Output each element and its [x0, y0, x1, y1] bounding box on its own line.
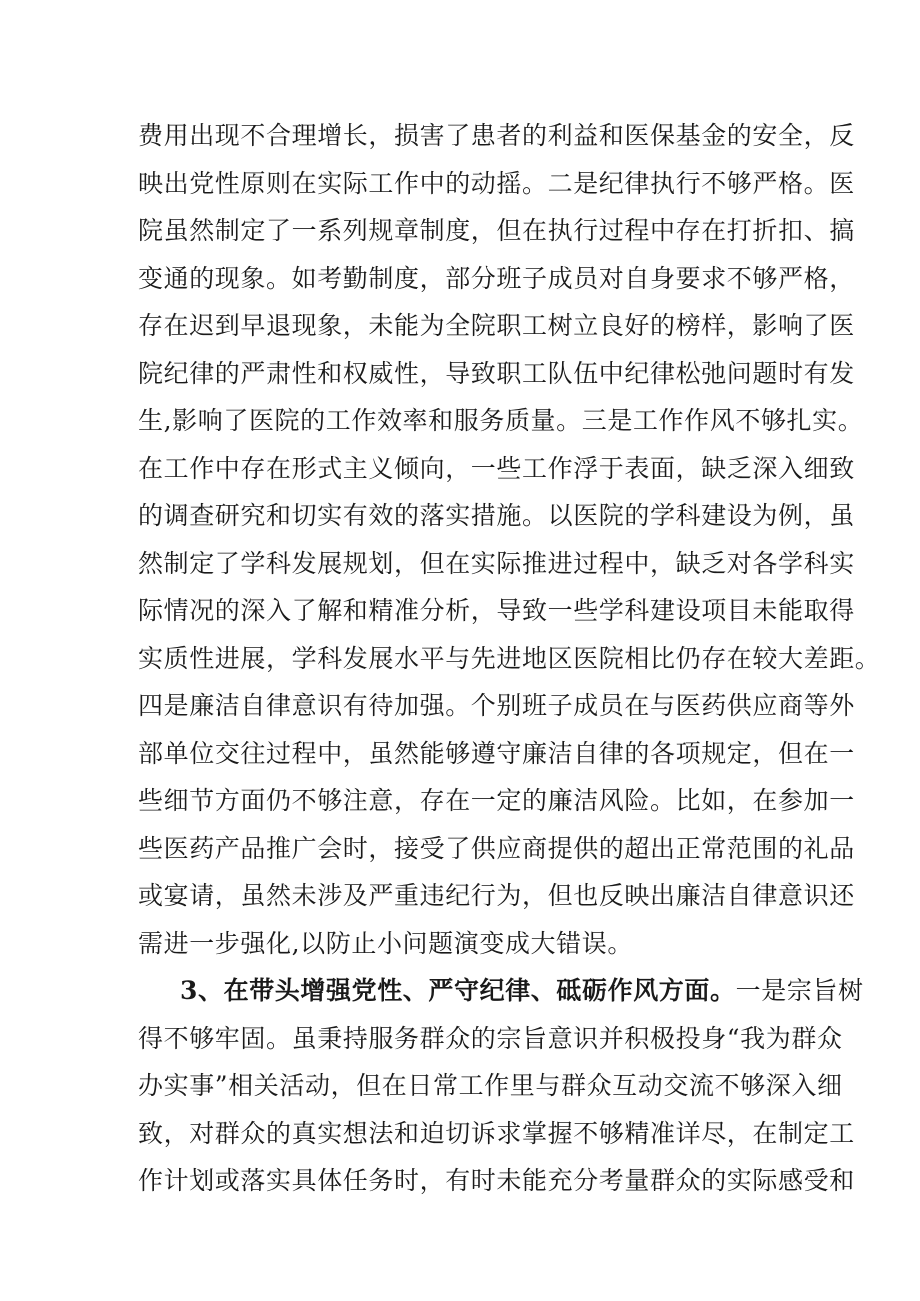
text-line: 际情况的深入了解和精准分析，导致一些学科建设项目未能取得	[138, 596, 855, 625]
section-3-first-line-text: 一是宗旨树	[735, 976, 864, 1005]
text-line: 或宴请，虽然未涉及严重违纪行为，但也反映出廉洁自律意识还	[138, 881, 855, 910]
text-line: 映出党性原则在实际工作中的动摇。二是纪律执行不够严格。医	[138, 168, 855, 198]
text-line: 得不够牢固。虽秉持服务群众的宗旨意识并积极投身“我为群众	[138, 1023, 843, 1053]
document-body	[138, 112, 881, 1205]
text-line: 部单位交往过程中，虽然能够遵守廉洁自律的各项规定，但在一	[138, 738, 855, 768]
text-line: 些细节方面仍不够注意，存在一定的廉洁风险。比如，在参加一	[138, 786, 855, 815]
text-line: 办实事”相关活动，但在日常工作里与群众互动交流不够深入细	[138, 1071, 843, 1100]
text-line: 然制定了学科发展规划，但在实际推进过程中，缺乏对各学科实	[138, 548, 855, 578]
text-line: 院虽然制定了一系列规章制度，但在执行过程中存在打折扣、搞	[138, 216, 855, 245]
text-line: 些医药产品推广会时，接受了供应商提供的超出正常范围的礼品	[138, 833, 855, 863]
section-3-heading: 3、在带头增强党性、严守纪律、砥砺作风方面。	[180, 976, 736, 1005]
text-line: 院纪律的严肃性和权威性，导致职工队伍中纪律松弛问题时有发	[138, 358, 855, 388]
section-3-paragraph	[138, 1015, 855, 1205]
text-line: 存在迟到早退现象，未能为全院职工树立良好的榜样，影响了医	[138, 311, 855, 340]
section-3-first-line	[138, 967, 864, 1015]
text-line: 四是廉洁自律意识有待加强。个别班子成员在与医药供应商等外	[138, 691, 855, 720]
text-line: 变通的现象。如考勤制度，部分班子成员对自身要求不够严格，	[138, 263, 855, 293]
text-line: 实质性进展，学科发展水平与先进地区医院相比仍存在较大差距。	[138, 643, 881, 673]
text-line: 致，对群众的真实想法和迫切诉求掌握不够精准详尽，在制定工	[138, 1118, 855, 1148]
paragraph-continued	[138, 112, 881, 967]
text-line: 的调查研究和切实有效的落实措施。以医院的学科建设为例，虽	[138, 501, 855, 530]
text-line: 作计划或落实具体任务时，有时未能充分考量群众的实际感受和	[138, 1166, 855, 1195]
text-line: 费用出现不合理增长，损害了患者的利益和医保基金的安全，反	[138, 121, 855, 150]
text-line: 在工作中存在形式主义倾向，一些工作浮于表面，缺乏深入细致	[138, 453, 855, 483]
text-line: 需进一步强化,以防止小问题演变成大错误。	[138, 928, 633, 958]
text-line: 生,影响了医院的工作效率和服务质量。三是工作作风不够扎实。	[138, 406, 864, 435]
